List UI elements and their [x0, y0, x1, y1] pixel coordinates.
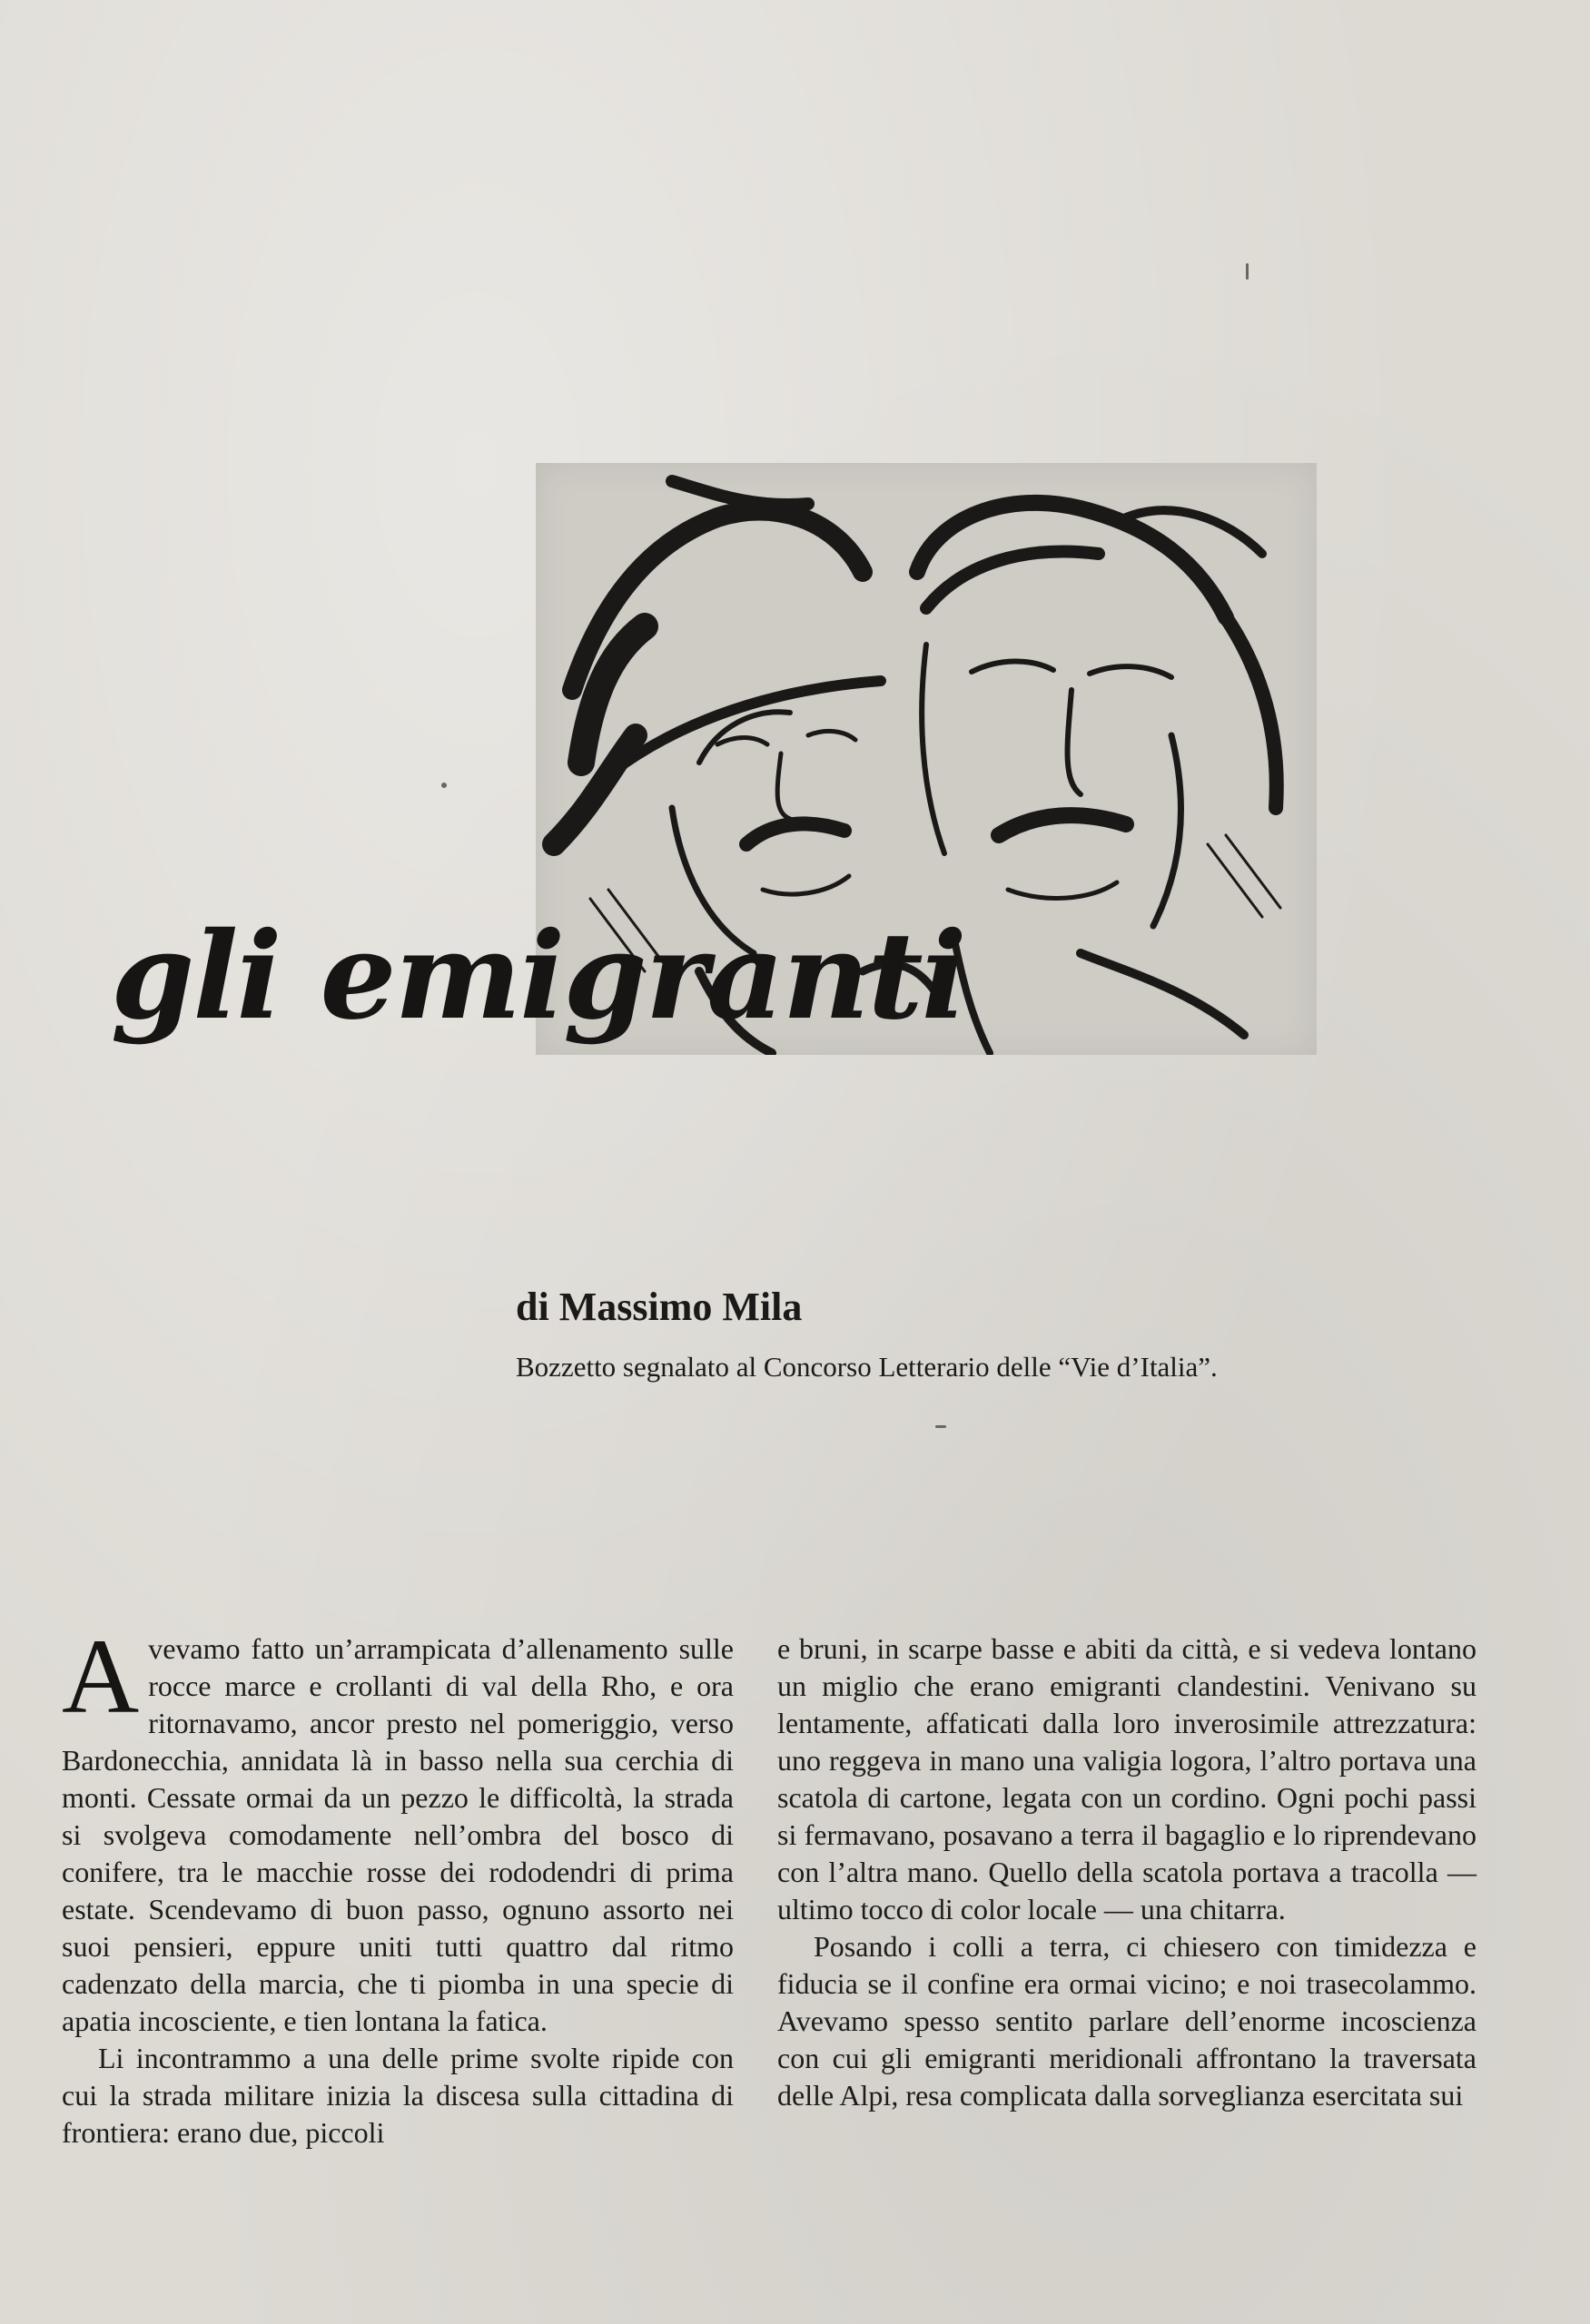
article-subtitle: Bozzetto segnalato al Concorso Letterario delle “Vie d’Italia”.	[516, 1351, 1218, 1383]
drop-cap: A	[62, 1617, 140, 1736]
paragraph: e bruni, in scarpe basse e abiti da città, e si vedeva lontano un miglio che erano emigranti clandestini. Venivano su lentamente, affaticati dalla loro inverosimile attrezzatura: uno reggeva in mano una valigia logora, l’altro portava una scatola di cartone, legata con un cordino. Ogni pochi passi si fermavano, posavano a terra il bagaglio e lo riprendevano con l’altra mano. Quello della scatola portava a tracolla — ultimo tocco di color locale — una chitarra.	[777, 1632, 1476, 1925]
paper-speck	[935, 1425, 946, 1428]
paragraph-text: vevamo fatto un’arrampicata d’allenamento sulle rocce marce e crollanti di val della Rho, e ora ritornavamo, ancor presto nel pomeriggio, verso Bardonecchia, annidata là in basso nella sua cerchia di monti. Cessate ormai da un pezzo le difficoltà, la strada si svolgeva comodamente nell’ombra del bosco di conifere, tra le macchie rosse dei rododendri di prima estate. Scendevamo di buon passo, ognuno assorto nei suoi pensieri, eppure uniti tutti quattro dal ritmo cadenzato della marcia, che ti piomba in una specie di apatia incosciente, e tien lontana la fatica.	[62, 1632, 734, 2037]
paragraph: Li incontrammo a una delle prime svolte ripide con cui la strada militare inizia la discesa sulla cittadina di frontiera: erano due, piccoli	[62, 2042, 734, 2149]
paragraph: Posando i colli a terra, ci chiesero con timidezza e fiducia se il confine era ormai vicino; e noi trasecolammo. Avevamo spesso sentito parlare dell’enorme incoscienza con cui gli emigranti meridionali affrontano la traversata delle Alpi, resa complicata dalla sorveglianza esercitata sui	[777, 1930, 1476, 2112]
paragraph	[62, 1617, 734, 2040]
paper-speck	[1246, 263, 1249, 280]
paper-speck	[441, 783, 447, 788]
author-byline: di Massimo Mila	[516, 1285, 803, 1329]
text-column-right	[777, 1630, 1476, 2114]
article-title: gli emigranti	[111, 906, 965, 1047]
text-column-left	[62, 1617, 734, 2152]
